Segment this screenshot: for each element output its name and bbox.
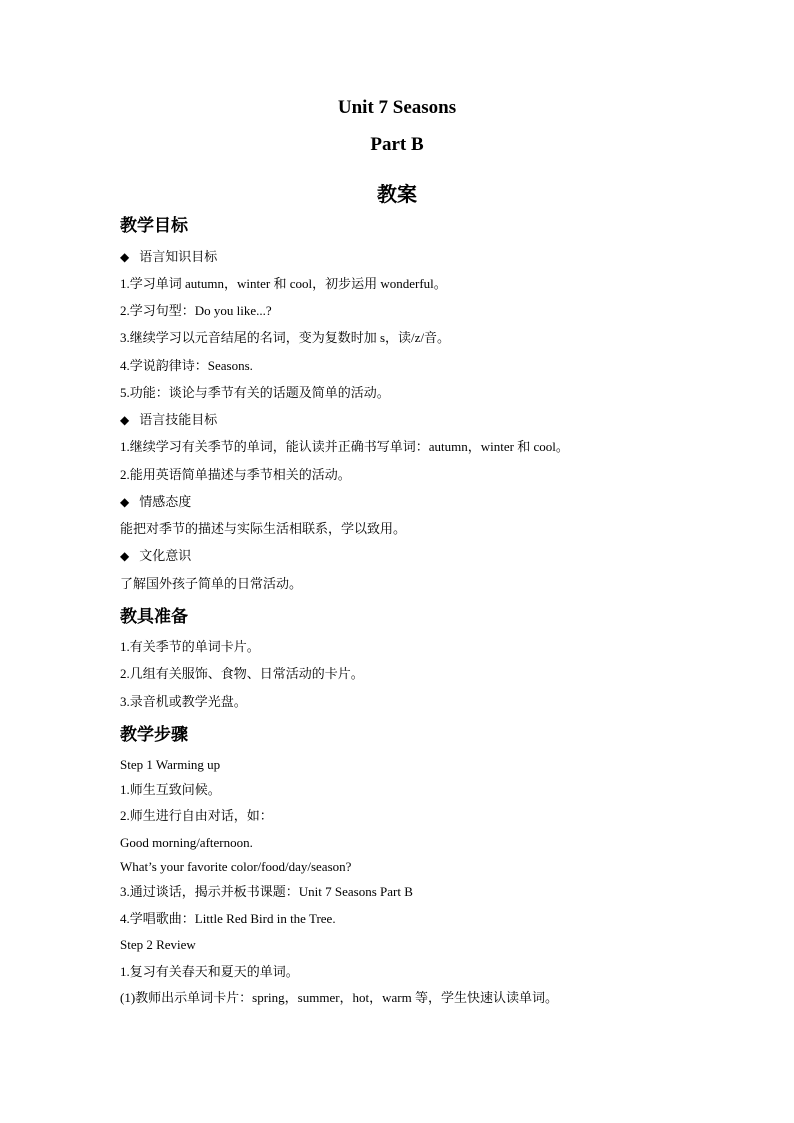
bullet-icon: ◆: [120, 413, 130, 427]
step-line: Step 2 Review: [120, 937, 196, 952]
step-line: (1)教师出示单词卡片：spring，summer，hot，warm 等，学生快速认读单词。: [120, 990, 559, 1005]
knowledge-item: 3.继续学习以元音结尾的名词，变为复数时加 s，读/z/音。: [120, 330, 451, 345]
knowledge-item: 4.学说韵律诗：Seasons.: [120, 358, 253, 373]
knowledge-item: 5.功能：谈论与季节有关的话题及简单的活动。: [120, 385, 390, 400]
document-type: 教案: [377, 182, 417, 206]
knowledge-item: 1.学习单词 autumn，winter 和 cool，初步运用 wonderful。: [120, 276, 447, 291]
step-line: Good morning/afternoon.: [120, 835, 253, 850]
materials-item: 2.几组有关服饰、食物、日常活动的卡片。: [120, 666, 364, 681]
knowledge-objective-label: ◆ 语言知识目标: [120, 249, 218, 264]
skills-objective-label: ◆ 语言技能目标: [120, 412, 218, 427]
steps-heading: 教学步骤: [120, 725, 188, 745]
attitude-objective-label: ◆ 情感态度: [120, 494, 192, 509]
step-line: 1.师生互致问候。: [120, 782, 221, 797]
knowledge-item: 2.学习句型：Do you like...?: [120, 303, 272, 318]
step-line: 4.学唱歌曲：Little Red Bird in the Tree.: [120, 911, 336, 926]
step-line: What’s your favorite color/food/day/season?: [120, 859, 352, 874]
bullet-icon: ◆: [120, 549, 130, 563]
document-part: Part B: [370, 134, 424, 155]
step-line: 1.复习有关春天和夏天的单词。: [120, 964, 299, 979]
objectives-heading: 教学目标: [120, 216, 188, 236]
attitude-item: 能把对季节的描述与实际生活相联系，学以致用。: [120, 521, 407, 536]
document-title: Unit 7 Seasons: [337, 97, 457, 118]
skills-item: 1.继续学习有关季节的单词，能认读并正确书写单词：autumn，winter 和 cool。: [120, 439, 569, 454]
skills-item: 2.能用英语简单描述与季节相关的活动。: [120, 467, 351, 482]
materials-item: 1.有关季节的单词卡片。: [120, 639, 260, 654]
step-line: 2.师生进行自由对话，如：: [120, 808, 273, 823]
culture-objective-label: ◆ 文化意识: [120, 548, 192, 563]
materials-item: 3.录音机或教学光盘。: [120, 694, 247, 709]
bullet-icon: ◆: [120, 250, 130, 264]
bullet-icon: ◆: [120, 495, 130, 509]
step-line: Step 1 Warming up: [120, 757, 221, 772]
step-line: 3.通过谈话，揭示并板书课题：Unit 7 Seasons Part B: [120, 884, 413, 899]
materials-heading: 教具准备: [120, 607, 188, 627]
culture-item: 了解国外孩子简单的日常活动。: [120, 576, 303, 591]
